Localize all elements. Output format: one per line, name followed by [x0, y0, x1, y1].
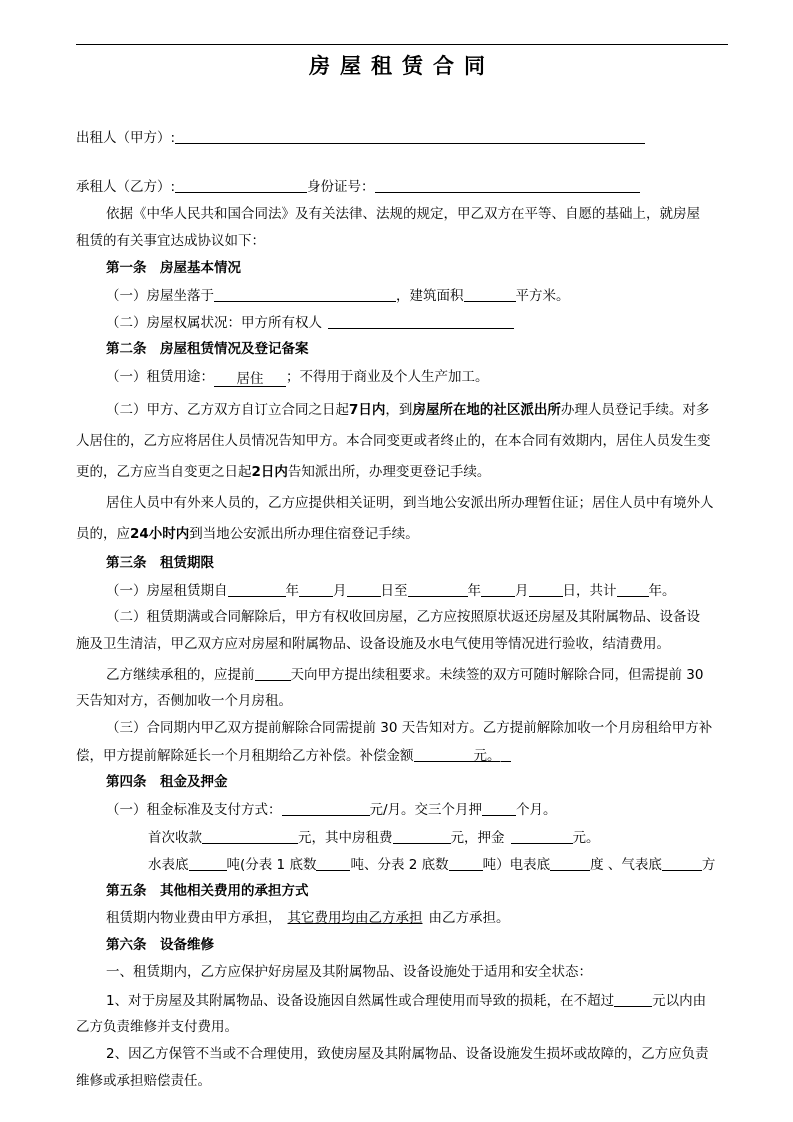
text: 更的，乙方应当自变更之日起: [76, 464, 252, 480]
text: 元，押金: [450, 830, 505, 846]
bold-text: 24小时内: [130, 526, 190, 542]
total-years-blank[interactable]: [617, 581, 649, 597]
article-5-fees-line: [106, 909, 510, 927]
text: 方: [701, 857, 716, 873]
text: 由乙方承担。: [428, 910, 510, 926]
article-6-para-2-line-1: [106, 991, 706, 1010]
article-6-para-2-line-2: 乙方负责维修并支付费用。: [76, 1019, 238, 1035]
text: （一）租赁用途：: [106, 369, 214, 385]
start-year-blank[interactable]: [228, 581, 286, 597]
submeter-1-blank[interactable]: [316, 855, 350, 871]
lessor-line: [76, 128, 645, 147]
underlined-text: 其它费用均由乙方承担: [287, 910, 423, 926]
end-month-blank[interactable]: [481, 581, 515, 597]
electric-meter-blank[interactable]: [550, 855, 590, 871]
text: 告知派出所，办理变更登记手续。: [287, 464, 491, 480]
text: 吨(分表 1 底数: [226, 857, 317, 873]
gas-meter-blank[interactable]: [662, 855, 702, 871]
article-6-para-1: 一、租赁期内，乙方应保护好房屋及其附属物品、设备设施处于适用和安全状态：: [106, 964, 592, 980]
lessor-label: 出租人（甲方）:: [76, 130, 176, 146]
text: 员的，应: [76, 526, 130, 542]
text: 租赁期内物业费由甲方承担，: [106, 910, 282, 926]
deposit-blank[interactable]: [511, 828, 573, 844]
compensation-blank[interactable]: [414, 746, 474, 762]
first-payment-blank[interactable]: [202, 828, 298, 844]
text: 年。: [648, 583, 676, 599]
owner-blank[interactable]: [328, 313, 514, 329]
text: 水表底: [148, 857, 189, 873]
text: 偿，甲方提前解除延长一个月租期给乙方补偿。补偿金额: [76, 748, 414, 764]
text: 元/月。交三个月押: [369, 802, 483, 818]
article-2-heading: 第二条 房屋租赁情况及登记备案: [106, 341, 309, 357]
text: 年: [467, 583, 481, 599]
article-3-para-2-line-1: （二）租赁期满或合同解除后，甲方有权收回房屋，乙方应按照原状返还房屋及其附属物品、设备设: [106, 609, 700, 625]
use-value: 居住: [236, 371, 264, 387]
article-2-para-2-line-2: 人居住的，乙方应将居住人员情况告知甲方。本合同变更或者终止的，在本合同有效期内，居住人员发生变: [76, 433, 711, 449]
lessee-label: 承租人（乙方）:: [76, 179, 176, 195]
article-3-para-4-line-1: （三）合同期内甲乙双方提前解除合同需提前 30 天告知对方。乙方提前解除加收一个月房租给甲方补: [106, 720, 713, 736]
area-blank[interactable]: [464, 286, 516, 302]
text: 日至: [380, 583, 408, 599]
preamble-line-2: 租赁的有关事宜达成协议如下：: [76, 233, 265, 249]
text: 办理人员登记手续。对多: [560, 402, 710, 418]
article-4-heading: 第四条 租金及押金: [106, 774, 228, 790]
article-1-location-line: [106, 286, 570, 305]
article-3-para-4-line-2: [76, 746, 511, 765]
text: 元。: [473, 748, 501, 764]
article-3-para-3-line-1: [106, 665, 703, 684]
text: 吨）电表底: [482, 857, 551, 873]
text: 日，共计: [562, 583, 617, 599]
text: 天向甲方提出续租要求。未续签的双方可随时解除合同，但需提前 30: [290, 667, 704, 683]
article-6-para-3-line-1: 2、因乙方保管不当或不合理使用，致使房屋及其附属物品、设备设施发生损坏或故障的，乙方应负责: [106, 1046, 709, 1062]
text: 元以内由: [652, 993, 707, 1009]
bold-text: 7日内: [349, 402, 386, 418]
article-2-para-3-line-1: 居住人员中有外来人员的，乙方应提供相关证明，到当地公安派出所办理暂住证；居住人员中有境外人: [106, 495, 714, 511]
location-blank[interactable]: [214, 286, 396, 302]
article-3-para-2-line-2: 施及卫生清洁，甲乙双方应对房屋和附属物品、设备设施及水电气使用等情况进行验收，结清费用。: [76, 636, 670, 652]
text: ；不得用于商业及个人生产加工。: [286, 369, 489, 385]
use-field[interactable]: [214, 370, 286, 387]
id-label: 身份证号：: [307, 179, 375, 195]
text: 月: [333, 583, 347, 599]
lessee-line: [76, 177, 640, 196]
text: 首次收款: [148, 830, 202, 846]
article-6-para-3-line-2: 维修或承担赔偿责任。: [76, 1073, 211, 1089]
text: 年: [285, 583, 299, 599]
article-2-use-line: [106, 368, 489, 387]
text: （一）房屋租赁期自: [106, 583, 228, 599]
article-3-heading: 第三条 租赁期限: [106, 555, 214, 571]
text: （一）房屋坐落于: [106, 288, 214, 304]
page-title: 房屋租赁合同: [309, 53, 495, 78]
text: ，建筑面积: [396, 288, 464, 304]
start-day-blank[interactable]: [347, 581, 381, 597]
text: 平方米。: [515, 288, 570, 304]
article-2-para-2-line-1: [106, 401, 709, 419]
text: 1、对于房屋及其附属物品、设备设施因自然属性或合理使用而导致的损耗，在不超过: [106, 993, 615, 1009]
article-1-ownership-line: [106, 313, 514, 332]
bold-text: 2日内: [251, 464, 288, 480]
article-4-rent-line: [106, 800, 557, 819]
rent-fee-blank[interactable]: [393, 828, 451, 844]
text: （二）甲方、乙方双方自订立合同之日起: [106, 402, 349, 418]
text: （二）房屋权属状况：甲方所有权人: [106, 315, 322, 331]
id-number-blank[interactable]: [375, 177, 640, 193]
article-6-heading: 第六条 设备维修: [106, 937, 214, 953]
article-4-meter-line: [148, 855, 715, 874]
article-3-para-3-line-2: 天告知对方，否侧加收一个月房租。: [76, 693, 292, 709]
end-day-blank[interactable]: [529, 581, 563, 597]
text: 吨、分表 2 底数: [350, 857, 449, 873]
deposit-months-blank[interactable]: [482, 800, 516, 816]
start-month-blank[interactable]: [299, 581, 333, 597]
preamble-line-1: 依据《中华人民共和国合同法》及有关法律、法规的规定，甲乙双方在平等、自愿的基础上，就房屋: [106, 206, 700, 222]
header-rule: [76, 44, 728, 45]
text: 乙方继续承租的，应提前: [106, 667, 255, 683]
text: 度 、气表底: [590, 857, 662, 873]
rent-blank[interactable]: [282, 800, 370, 816]
repair-limit-blank[interactable]: [614, 991, 652, 1007]
bold-text: 房屋所在地的社区派出所: [412, 402, 561, 418]
end-year-blank[interactable]: [408, 581, 468, 597]
article-2-para-3-line-2: [76, 525, 419, 543]
renewal-days-blank[interactable]: [255, 665, 291, 681]
submeter-2-blank[interactable]: [449, 855, 483, 871]
water-meter-blank[interactable]: [189, 855, 227, 871]
text: 元，其中房租费: [298, 830, 393, 846]
article-3-term-line: [106, 581, 676, 600]
article-4-first-payment-line: [148, 828, 600, 847]
underline-tail: [501, 746, 511, 762]
text: 月: [515, 583, 529, 599]
lessor-blank[interactable]: [175, 128, 645, 144]
lessee-blank[interactable]: [175, 177, 307, 193]
text: 元。: [572, 830, 600, 846]
text: 个月。: [516, 802, 557, 818]
text: （一）租金标准及支付方式：: [106, 802, 282, 818]
article-5-heading: 第五条 其他相关费用的承担方式: [106, 883, 309, 899]
text: 到当地公安派出所办理住宿登记手续。: [189, 526, 419, 542]
article-2-para-2-line-3: [76, 463, 490, 481]
text: ，到: [385, 402, 413, 418]
article-1-heading: 第一条 房屋基本情况: [106, 260, 241, 276]
